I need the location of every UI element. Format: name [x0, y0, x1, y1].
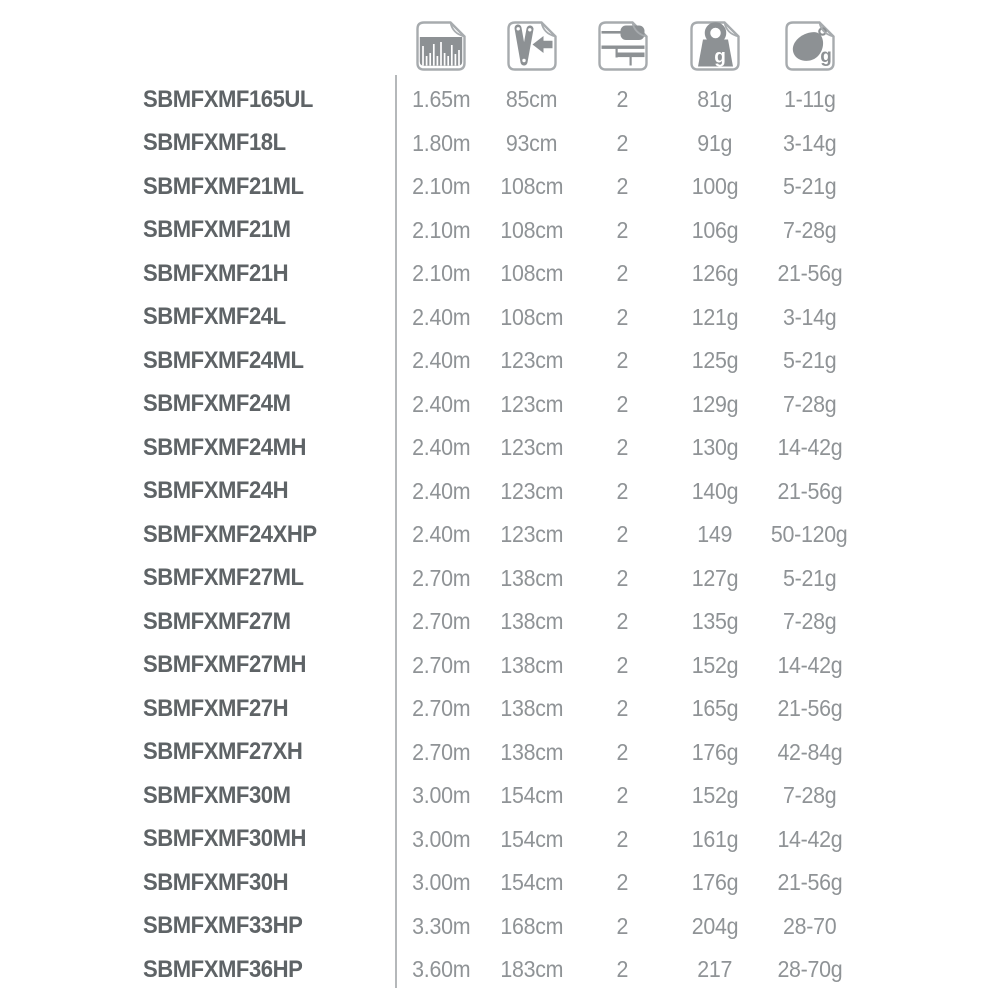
column-divider: [395, 75, 397, 988]
casting-weight-value: 14-42g: [777, 434, 842, 461]
table-row: [0, 861, 1000, 905]
transport-length-value: 123cm: [500, 521, 564, 548]
model-code: SBMFXMF24ML: [143, 346, 304, 374]
model-code: SBMFXMF21H: [143, 259, 289, 287]
model-code: SBMFXMF21ML: [143, 172, 304, 200]
sections-value: 2: [616, 738, 629, 765]
casting-weight-value: 7-28g: [782, 782, 837, 809]
model-code: SBMFXMF30M: [143, 781, 291, 809]
model-code: SBMFXMF27MH: [143, 651, 306, 679]
length-value: 3.30m: [411, 912, 471, 939]
casting-weight-value: 7-28g: [782, 390, 837, 417]
transport-length-value: 168cm: [500, 912, 564, 939]
table-row: [0, 774, 1000, 818]
transport-length-value: 138cm: [500, 695, 564, 722]
weight-value: 121g: [691, 303, 739, 330]
weight-value: 135g: [691, 608, 739, 635]
model-code: SBMFXMF27M: [143, 607, 291, 635]
casting-weight-value: 14-42g: [777, 651, 842, 678]
weight-value: 176g: [691, 738, 739, 765]
transport-length-value: 138cm: [500, 738, 564, 765]
length-value: 2.10m: [411, 216, 471, 243]
sections-value: 2: [616, 129, 629, 156]
transport-length-value: 123cm: [500, 434, 564, 461]
length-value: 3.00m: [411, 869, 471, 896]
casting-weight-value: 5-21g: [782, 173, 837, 200]
sections-value: 2: [616, 956, 629, 983]
table-row: [0, 426, 1000, 470]
length-icon: [395, 20, 487, 72]
weight-value: 165g: [691, 695, 739, 722]
model-code: SBMFXMF27ML: [143, 564, 304, 592]
model-code: SBMFXMF27XH: [143, 738, 303, 766]
weight-value: 91g: [697, 129, 733, 156]
transport-length-value: 108cm: [500, 216, 564, 243]
transport-length-value: 108cm: [500, 303, 564, 330]
header-spacer: [0, 20, 395, 72]
casting-weight-value: 42-84g: [777, 738, 842, 765]
casting-weight-icon: [762, 20, 857, 72]
casting-weight-value: 50-120g: [771, 521, 848, 548]
sections-value: 2: [616, 608, 629, 635]
sections-value: 2: [616, 869, 629, 896]
model-code: SBMFXMF24XHP: [143, 520, 317, 548]
table-row: [0, 731, 1000, 775]
casting-weight-value: 5-21g: [782, 347, 837, 374]
transport-length-value: 85cm: [506, 86, 558, 113]
sections-value: 2: [616, 173, 629, 200]
length-value: 2.40m: [411, 434, 471, 461]
length-value: 1.65m: [411, 86, 471, 113]
sections-value: 2: [616, 477, 629, 504]
model-code: SBMFXMF24L: [143, 303, 286, 331]
length-value: 2.70m: [411, 564, 471, 591]
table-body: [0, 78, 1000, 992]
casting-weight-value: 28-70g: [777, 956, 842, 983]
model-code: SBMFXMF24MH: [143, 433, 306, 461]
table-row: [0, 557, 1000, 601]
length-value: 3.00m: [411, 782, 471, 809]
transport-length-value: 138cm: [500, 564, 564, 591]
table-row: [0, 122, 1000, 166]
weight-icon: [668, 20, 762, 72]
table-row: [0, 818, 1000, 862]
transport-length-value: 138cm: [500, 651, 564, 678]
casting-weight-value: 21-56g: [777, 477, 842, 504]
length-value: 2.40m: [411, 390, 471, 417]
transport-length-value: 154cm: [500, 782, 564, 809]
table-row: [0, 296, 1000, 340]
sections-icon: [577, 20, 668, 72]
model-code: SBMFXMF21M: [143, 216, 291, 244]
table-row: [0, 600, 1000, 644]
casting-weight-value: 1-11g: [783, 86, 836, 113]
model-code: SBMFXMF24M: [143, 390, 291, 418]
sections-value: 2: [616, 564, 629, 591]
svg-text:g: g: [714, 46, 726, 68]
weight-value: 217: [697, 956, 733, 983]
sections-value: 2: [616, 216, 629, 243]
table-header: [0, 0, 1000, 72]
weight-value: 176g: [691, 869, 739, 896]
model-code: SBMFXMF18L: [143, 129, 286, 157]
transport-length-value: 93cm: [506, 129, 558, 156]
casting-weight-value: 3-14g: [782, 129, 837, 156]
table-row: [0, 513, 1000, 557]
table-row: [0, 78, 1000, 122]
table-row: [0, 339, 1000, 383]
model-code: SBMFXMF36HP: [143, 955, 303, 983]
casting-weight-value: 21-56g: [777, 869, 842, 896]
transport-length-value: 154cm: [500, 869, 564, 896]
model-code: SBMFXMF24H: [143, 477, 289, 505]
sections-value: 2: [616, 782, 629, 809]
length-value: 3.60m: [411, 956, 471, 983]
model-code: SBMFXMF33HP: [143, 912, 303, 940]
table-row: [0, 905, 1000, 949]
transport-length-icon: [487, 20, 577, 72]
weight-value: 161g: [691, 825, 739, 852]
weight-value: 152g: [691, 782, 739, 809]
weight-value: 204g: [691, 912, 739, 939]
transport-length-value: 123cm: [500, 347, 564, 374]
transport-length-value: 183cm: [500, 956, 564, 983]
length-value: 2.40m: [411, 477, 471, 504]
sections-value: 2: [616, 303, 629, 330]
length-value: 2.70m: [411, 695, 471, 722]
weight-value: 106g: [691, 216, 739, 243]
length-value: 3.00m: [411, 825, 471, 852]
table-row: [0, 470, 1000, 514]
casting-weight-value: 28-70: [782, 912, 837, 939]
length-value: 2.10m: [411, 173, 471, 200]
weight-value: 130g: [691, 434, 739, 461]
model-code: SBMFXMF30H: [143, 868, 289, 896]
weight-value: 149: [697, 521, 733, 548]
model-code: SBMFXMF30MH: [143, 825, 306, 853]
length-value: 2.40m: [411, 303, 471, 330]
length-value: 2.70m: [411, 738, 471, 765]
length-value: 2.40m: [411, 521, 471, 548]
sections-value: 2: [616, 347, 629, 374]
weight-value: 126g: [691, 260, 739, 287]
weight-value: 152g: [691, 651, 739, 678]
length-value: 1.80m: [411, 129, 471, 156]
table-row: [0, 209, 1000, 253]
weight-value: 140g: [691, 477, 739, 504]
transport-length-value: 123cm: [500, 477, 564, 504]
length-value: 2.70m: [411, 608, 471, 635]
transport-length-value: 154cm: [500, 825, 564, 852]
table-row: [0, 644, 1000, 688]
table-row: [0, 165, 1000, 209]
casting-weight-value: 3-14g: [782, 303, 837, 330]
weight-value: 129g: [691, 390, 739, 417]
length-value: 2.10m: [411, 260, 471, 287]
table-row: [0, 948, 1000, 992]
length-value: 2.40m: [411, 347, 471, 374]
sections-value: 2: [616, 434, 629, 461]
casting-weight-value: 5-21g: [782, 564, 837, 591]
model-code: SBMFXMF165UL: [143, 85, 313, 113]
transport-length-value: 138cm: [500, 608, 564, 635]
casting-weight-value: 21-56g: [777, 695, 842, 722]
table-row: [0, 252, 1000, 296]
sections-value: 2: [616, 651, 629, 678]
casting-weight-value: 14-42g: [777, 825, 842, 852]
weight-value: 125g: [691, 347, 739, 374]
casting-weight-value: 7-28g: [782, 216, 837, 243]
transport-length-value: 108cm: [500, 173, 564, 200]
table-row: [0, 687, 1000, 731]
casting-weight-value: 21-56g: [777, 260, 842, 287]
sections-value: 2: [616, 521, 629, 548]
sections-value: 2: [616, 912, 629, 939]
sections-value: 2: [616, 825, 629, 852]
table-row: [0, 383, 1000, 427]
sections-value: 2: [616, 260, 629, 287]
sections-value: 2: [616, 695, 629, 722]
weight-value: 81g: [697, 86, 733, 113]
svg-text:g: g: [819, 46, 832, 67]
weight-value: 100g: [691, 173, 739, 200]
length-value: 2.70m: [411, 651, 471, 678]
model-code: SBMFXMF27H: [143, 694, 289, 722]
sections-value: 2: [616, 86, 629, 113]
weight-value: 127g: [691, 564, 739, 591]
transport-length-value: 108cm: [500, 260, 564, 287]
transport-length-value: 123cm: [500, 390, 564, 417]
sections-value: 2: [616, 390, 629, 417]
casting-weight-value: 7-28g: [782, 608, 837, 635]
